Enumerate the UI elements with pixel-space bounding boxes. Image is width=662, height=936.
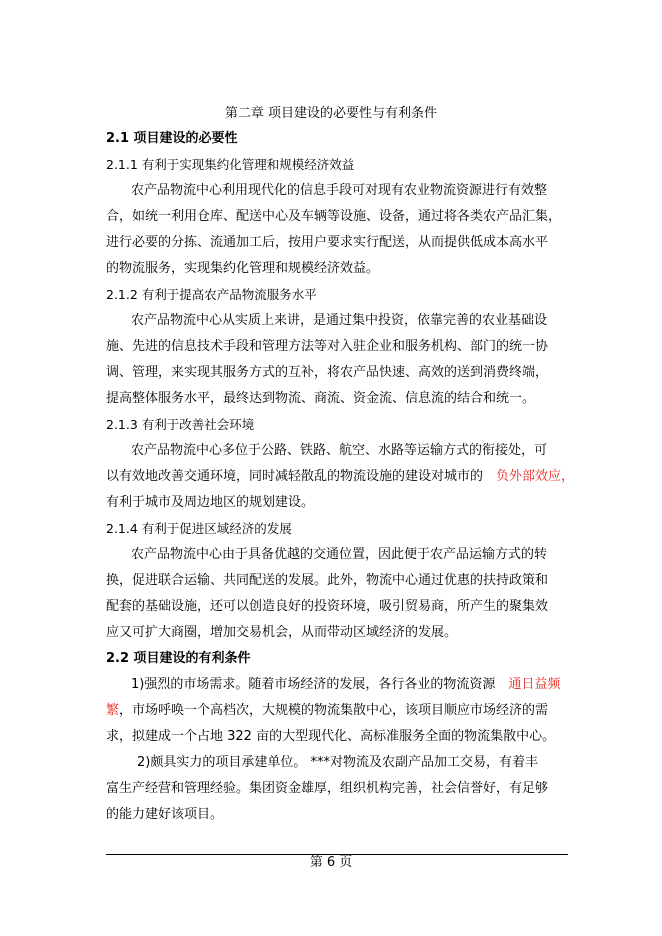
paragraph-line: 2)颇具实力的项目承建单位。 ***对物流及农副产品加工交易，有着丰	[137, 755, 538, 770]
paragraph-line: 农产品物流中心从实质上来讲，是通过集中投资，依靠完善的农业基础设	[131, 313, 548, 328]
paragraph-text: ，市场呼唤一个高档次，大规模的物流集散中心，该项目顺应市场经济的需	[119, 703, 549, 718]
paragraph-line: 农产品物流中心由于具备优越的交通位置，因此便于农产品运输方式的转	[131, 547, 548, 562]
paragraph-line: 农产品物流中心多位于公路、铁路、航空、水路等运输方式的衔接处，可	[131, 443, 548, 458]
subsection-heading-2-1-1: 2.1.1 有利于实现集约化管理和规模经济效益	[106, 157, 355, 172]
paragraph-line: 合，如统一利用仓库、配送中心及车辆等设施、设备，通过将各类农产品汇集，	[106, 209, 562, 224]
section-heading-2-2: 2.2 项目建设的有利条件	[106, 651, 251, 666]
paragraph-line: 施、先进的信息技术手段和管理方法等对入驻企业和服务机构、部门的统一协	[106, 339, 549, 354]
chapter-title: 第二章 项目建设的必要性与有利条件	[224, 106, 438, 121]
paragraph-line: 农产品物流中心利用现代化的信息手段可对现有农业物流资源进行有效整	[131, 183, 548, 198]
paragraph-line: 的物流服务，实现集约化管理和规模经济效益。	[106, 261, 380, 276]
paragraph-line: 配套的基础设施，还可以创造良好的投资环境，吸引贸易商，所产生的聚集效	[106, 599, 549, 614]
paragraph-line: 求，拟建成一个占地 322 亩的大型现代化、高标准服务全面的物流集散中心。	[106, 729, 556, 744]
paragraph-text: 1)强烈的市场需求。随着市场经济的发展，各行各业的物流资源	[131, 677, 496, 692]
paragraph-line: 提高整体服务水平，最终达到物流、商流、资金流、信息流的结合和统一。	[106, 391, 536, 406]
paragraph-line: 进行必要的分拣、流通加工后，按用户要求实行配送，从而提供低成本高水平	[106, 235, 549, 250]
page-suffix: 页	[339, 855, 353, 870]
page-number: 6	[326, 855, 336, 870]
subsection-heading-2-1-2: 2.1.2 有利于提高农产品物流服务水平	[106, 287, 317, 302]
paragraph-line	[106, 469, 575, 485]
highlighted-text: 通日益频	[508, 677, 561, 692]
highlighted-text: 负外部效应	[496, 469, 562, 484]
paragraph-line	[106, 703, 564, 719]
paragraph-line: 有利于城市及周边地区的规划建设。	[106, 495, 315, 510]
page-prefix: 第	[309, 855, 323, 870]
subsection-heading-2-1-3: 2.1.3 有利于改善社会环境	[106, 417, 255, 432]
page-footer	[0, 855, 662, 871]
paragraph-line	[131, 677, 589, 693]
highlighted-text: ，	[561, 469, 575, 484]
highlighted-text: 繁	[106, 703, 120, 718]
paragraph-line: 换，促进联合运输、共同配送的发展。此外，物流中心通过优惠的扶持政策和	[106, 573, 549, 588]
paragraph-line: 富生产经营和管理经验。集团资金雄厚，组织机构完善，社会信誉好，有足够	[106, 781, 549, 796]
subsection-heading-2-1-4: 2.1.4 有利于促进区域经济的发展	[106, 521, 292, 536]
paragraph-text: 以有效地改善交通环境，同时减轻散乱的物流设施的建设对城市的	[106, 469, 484, 484]
paragraph-line: 应又可扩大商圈，增加交易机会，从而带动区域经济的发展。	[106, 625, 458, 640]
paragraph-line: 的能力建好该项目。	[106, 807, 224, 822]
section-heading-2-1: 2.1 项目建设的必要性	[106, 131, 238, 146]
paragraph-line: 调、管理，来实现其服务方式的互补，将农产品快速、高效的送到消费终端，	[106, 365, 549, 380]
